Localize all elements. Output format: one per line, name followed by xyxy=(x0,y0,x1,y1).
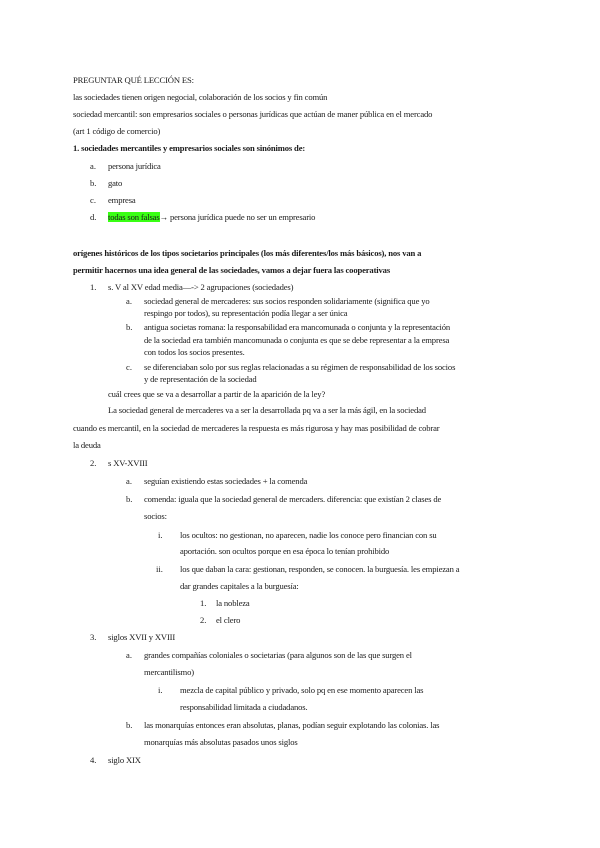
section-intro: orígenes históricos de los tipos societarios principales (los más diferentes/los más básicos), nos van a xyxy=(73,248,422,258)
option-text: empresa xyxy=(108,195,136,205)
option-marker: a. xyxy=(90,161,96,171)
list-marker: a. xyxy=(126,476,132,486)
option-marker: b. xyxy=(90,178,97,188)
list-item-title: siglos XVII y XVIII xyxy=(108,632,176,642)
list-marker: 1. xyxy=(200,598,207,608)
list-marker: ii. xyxy=(156,564,163,574)
list-item-text: grandes compañías coloniales o societarias (para algunos son de las que surgen el xyxy=(144,650,412,660)
list-item-text: dar grandes capitales a la burguesía: xyxy=(180,581,299,591)
list-marker: b. xyxy=(126,494,133,504)
list-item-text: socios: xyxy=(144,511,167,521)
list-item-text: mezcla de capital público y privado, solo pq en ese momento aparecen las xyxy=(180,685,424,695)
option-rest: → persona jurídica puede no ser un empresario xyxy=(159,212,316,222)
list-item-text: con todos los socios presentes. xyxy=(144,347,245,357)
list-item-text: respingo por todos), su representación podía llegar a ser única xyxy=(144,308,348,318)
list-marker: b. xyxy=(126,322,133,332)
list-marker: 2. xyxy=(90,458,97,468)
list-marker: 4. xyxy=(90,755,97,765)
paragraph: (art 1 código de comercio) xyxy=(73,126,161,136)
list-marker: c. xyxy=(126,362,132,372)
list-item-title: s. V al XV edad media—-> 2 agrupaciones (sociedades) xyxy=(108,282,294,292)
paragraph: cuando es mercantil, en la sociedad de mercaderes la respuesta es más rigurosa y hay mas posibilidad de cobrar xyxy=(73,423,440,433)
highlighted-text: todas son falsas xyxy=(108,212,160,222)
list-item-text: comenda: iguala que la sociedad general de mercaders. diferencia: que existían 2 clases de xyxy=(144,494,442,504)
list-item-text: los que daban la cara: gestionan, responden, se conocen. la burguesía. les empiezan a xyxy=(180,564,460,574)
section-intro: permitir hacernos una idea general de las sociedades, vamos a dejar fuera las cooperativas xyxy=(73,265,391,275)
list-item-text: el clero xyxy=(216,615,241,625)
list-item-text: monarquías más absolutas pasados unos siglos xyxy=(144,737,298,747)
list-item-text: seguían existiendo estas sociedades + la comenda xyxy=(144,476,308,486)
list-item-text: antigua societas romana: la responsabilidad era mancomunada o conjunta y la representación xyxy=(144,322,451,332)
list-item-text: los ocultos: no gestionan, no aparecen, nadie los conoce pero financian con su xyxy=(180,530,437,540)
heading: PREGUNTAR QUÉ LECCIÓN ES: xyxy=(73,75,194,85)
list-marker: 1. xyxy=(90,282,97,292)
option-text: gato xyxy=(108,178,123,188)
list-item-text: se diferenciaban solo por sus reglas relacionadas a su régimen de responsabilidad de los socios xyxy=(144,362,456,372)
list-item-text: mercantilismo) xyxy=(144,667,194,677)
paragraph: sociedad mercantil: son empresarios sociales o personas jurídicas que actúan de maner pública en el mercado xyxy=(73,109,433,119)
list-marker: i. xyxy=(158,685,163,695)
list-marker: 2. xyxy=(200,615,207,625)
list-item-text: sociedad general de mercaderes: sus socios responden solidariamente (significa que yo xyxy=(144,296,430,306)
list-marker: a. xyxy=(126,650,132,660)
option-marker: d. xyxy=(90,212,97,222)
list-item-title: siglo XIX xyxy=(108,755,141,765)
list-marker: 3. xyxy=(90,632,97,642)
option-text: persona jurídica xyxy=(108,161,161,171)
list-marker: b. xyxy=(126,720,133,730)
list-item-text: responsabilidad limitada a ciudadanos. xyxy=(180,702,308,712)
list-item-title: s XV-XVIII xyxy=(108,458,148,468)
paragraph: las sociedades tienen origen negocial, colaboración de los socios y fin común xyxy=(73,92,328,102)
list-item-text: aportación. son ocultos porque en esa época lo tenían prohibido xyxy=(180,546,390,556)
option-text xyxy=(108,212,315,223)
question: 1. sociedades mercantiles y empresarios sociales son sinónimos de: xyxy=(73,143,306,153)
paragraph: cuál crees que se va a desarrollar a partir de la aparición de la ley? xyxy=(108,389,326,399)
list-item-text: de la sociedad era también mancomunada o conjunta es que se debe representar a la empresa xyxy=(144,335,450,345)
list-item-text: la nobleza xyxy=(216,598,250,608)
list-marker: a. xyxy=(126,296,132,306)
paragraph: La sociedad general de mercaderes va a ser la desarrollada pq va a ser la más ágil, en la sociedad xyxy=(108,405,426,415)
option-marker: c. xyxy=(90,195,96,205)
list-item-text: y de representación de la sociedad xyxy=(144,374,257,384)
paragraph: la deuda xyxy=(73,440,101,450)
list-marker: i. xyxy=(158,530,163,540)
list-item-text: las monarquías entonces eran absolutas, planas, podían seguir explotando las colonias. las xyxy=(144,720,440,730)
